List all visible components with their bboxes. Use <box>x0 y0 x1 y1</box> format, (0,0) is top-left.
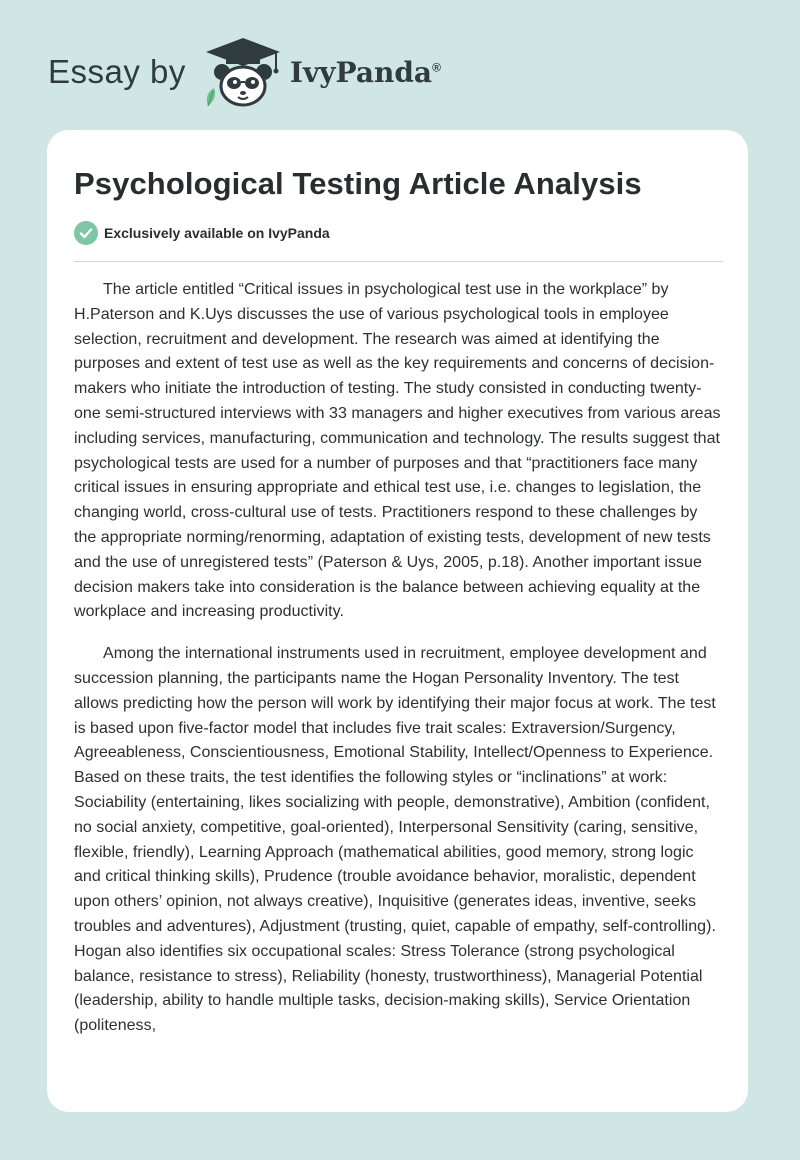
divider <box>74 261 723 262</box>
brand-prefix: Essay by <box>48 53 186 90</box>
page-title: Psychological Testing Article Analysis <box>74 166 642 201</box>
check-circle-icon <box>74 221 98 245</box>
exclusive-badge <box>74 221 330 245</box>
article-card <box>47 130 748 1112</box>
exclusive-badge-text: Exclusively available on IvyPanda <box>104 225 330 241</box>
brand-header[interactable] <box>48 36 441 108</box>
article-body <box>74 278 724 1056</box>
paragraph: Among the international instruments used in recruitment, employee development and succession planning, the participants name the Hogan Personality Inventory. The test allows predicting how the person will work by identifying their major focus at work. The test is based upon five-factor model that includes five trait scales: Extraversion/Surgency, Agreeableness, Conscientiousness, Emotional Stability, Intellect/Openness to Experience. Based on these traits, the test identifies the following styles or “inclinations” at work: Sociability (entertaining, likes socializing with people, demonstrative), Ambition (confident, no social anxiety, competitive, goal-oriented), Interpersonal Sensitivity (caring, sensitive, flexible, friendly), Learning Approach (mathematical abilities, good memory, strong logic and critical thinking skills), Prudence (trouble avoidance behavior, moralistic, dependent upon others’ opinion, not always creative), Inquisitive (generates ideas, inventive, seeks troubles and adventures), Adjustment (trusting, quiet, capable of empathy, self-controlling). Hogan also identifies six occupational scales: Stress Tolerance (strong psychological balance, resistance to stress), Reliability (honesty, trustworthiness), Managerial Potential (leadership, ability to handle multiple tasks, decision-making skills), Service Orientation (politeness, <box>74 645 716 1035</box>
panda-graduate-icon <box>200 36 286 108</box>
brand-name: IvyPanda® <box>289 55 441 89</box>
paragraph: The article entitled “Critical issues in psychological test use in the workplace” by H.Paterson and K.Uys discusses the use of various psychological tools in employee selection, recruitment and development. The research was aimed at identifying the purposes and extent of test use as well as the key requirements and concerns of decision-makers who initiate the introduction of testing. The study consisted in conducting twenty-one semi-structured interviews with 33 managers and higher executives from various areas including services, manufacturing, communication and technology. The results suggest that psychological tests are used for a number of purposes and that “practitioners face many critical issues in ensuring appropriate and ethical test use, i.e. changes to legislation, the changing world, cross-cultural use of tests. Practitioners respond to these challenges by the appropriate norming/renorming, adaptation of existing tests, development of new tests and the use of unregistered tests” (Paterson & Uys, 2005, p.18). Another important issue decision makers take into consideration is the balance between achieving equality at the workplace and increasing productivity. <box>74 281 721 621</box>
